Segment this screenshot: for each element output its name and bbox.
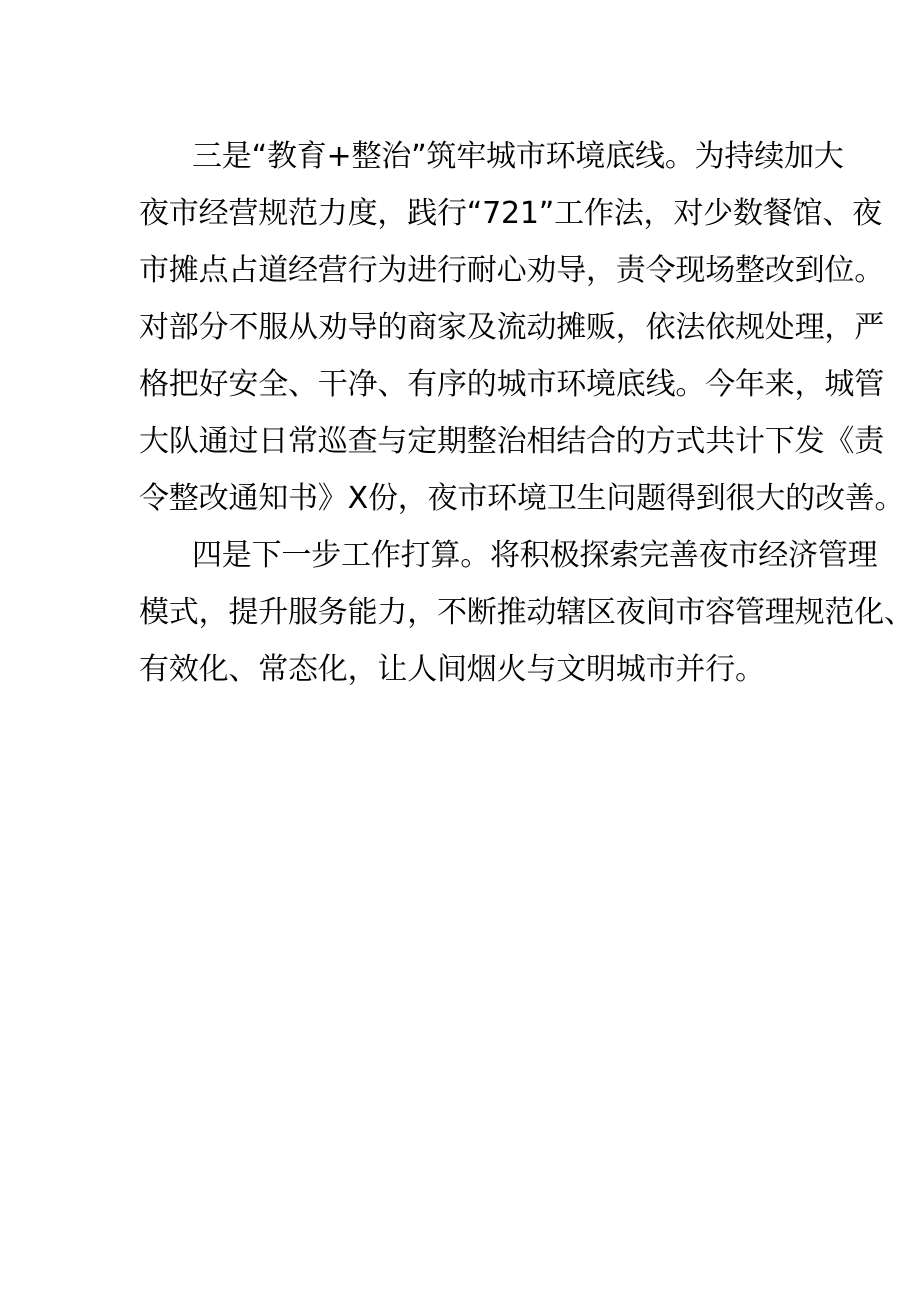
text-line: 三是“教育+整治”筑牢城市环境底线。为持续加大: [192, 139, 844, 174]
text-line: 四是下一步工作打算。将积极探索完善夜市经济管理: [192, 538, 878, 573]
text-line: 夜市经营规范力度，践行“721”工作法，对少数餐馆、夜: [139, 196, 882, 231]
paragraph-education-rectification: [139, 128, 905, 527]
paragraph-next-steps: [139, 527, 914, 698]
text-line: 模式，提升服务能力，不断推动辖区夜间市容管理规范化、: [139, 595, 914, 630]
text-line: 令整改通知书》X份，夜市环境卫生问题得到很大的改善。: [139, 481, 905, 516]
text-line: 对部分不服从劝导的商家及流动摊贩，依法依规处理，严: [139, 310, 884, 345]
text-line: 格把好安全、干净、有序的城市环境底线。今年来，城管: [139, 367, 884, 402]
text-line: 大队通过日常巡查与定期整治相结合的方式共计下发《责: [139, 424, 884, 459]
document-body: [139, 128, 914, 698]
text-line: 市摊点占道经营行为进行耐心劝导，责令现场整改到位。: [139, 253, 884, 288]
text-line: 有效化、常态化，让人间烟火与文明城市并行。: [139, 652, 765, 687]
